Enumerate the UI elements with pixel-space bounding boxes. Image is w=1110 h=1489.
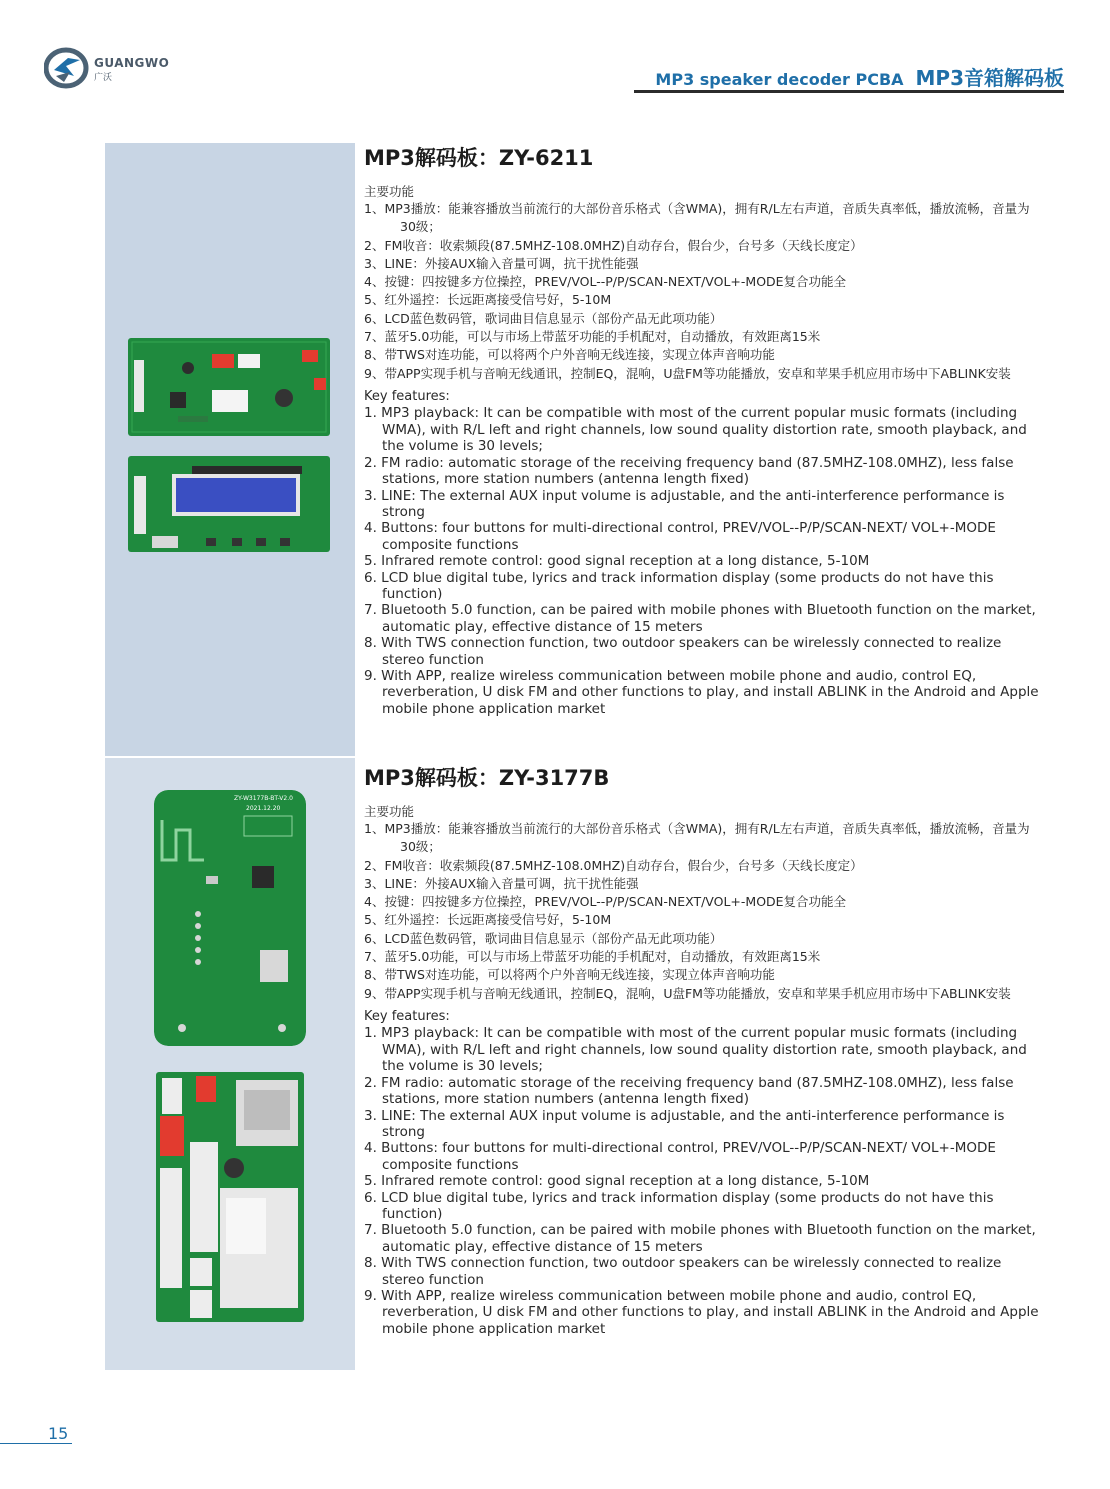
list-item: 5、红外遥控：长远距离接受信号好，5-10M xyxy=(364,912,612,928)
list-item: 9、带APP实现手机与音响无线通讯，控制EQ，混响，U盘FM等功能播放，安卓和苹果手机应用市场中下ABLINK安装 xyxy=(364,365,1011,381)
page-number: 15 xyxy=(48,1424,69,1443)
en-features-list xyxy=(364,405,1044,717)
en-features-list xyxy=(364,1025,1044,1337)
list-item: 8. With TWS connection function, two outdoor speakers can be wirelessly connected to realize stereo function xyxy=(364,1255,1002,1288)
product-section-zy3177b xyxy=(364,762,1044,1337)
cn-features-list xyxy=(364,200,1044,383)
cn-features-list xyxy=(364,820,1044,1003)
cn-features-heading: 主要功能 xyxy=(364,804,415,819)
list-item: 6. LCD blue digital tube, lyrics and track information display (some products do not have this function) xyxy=(364,1189,994,1222)
product-photo-panel-1 xyxy=(105,143,355,756)
list-item: 8、带TWS对连功能，可以将两个户外音响无线连接，实现立体声音响功能 xyxy=(364,967,775,983)
list-item: 9、带APP实现手机与音响无线通讯，控制EQ，混响，U盘FM等功能播放，安卓和苹果手机应用市场中下ABLINK安装 xyxy=(364,985,1011,1001)
en-features-heading: Key features: xyxy=(364,1008,450,1024)
cn-features-heading: 主要功能 xyxy=(364,184,415,199)
page-title-cn: MP3音箱解码板 xyxy=(915,66,1064,90)
list-item: 9. With APP, realize wireless communication between mobile phone and audio, control EQ, reverberation, U disk FM and other functions to play, and install ABLINK in the Android and Apple mobile phone application market xyxy=(364,1287,1039,1337)
list-item: 5、红外遥控：长远距离接受信号好，5-10M xyxy=(364,292,612,308)
list-item: 3. LINE: The external AUX input volume is adjustable, and the anti-interference performance is strong xyxy=(364,1107,1005,1140)
product-section-zy6211 xyxy=(364,142,1044,717)
product-title: MP3解码板：ZY-3177B xyxy=(364,766,610,790)
list-item: 3、LINE：外接AUX输入音量可调，抗干扰性能强 xyxy=(364,875,639,891)
list-item: 3. LINE: The external AUX input volume is adjustable, and the anti-interference performance is strong xyxy=(364,487,1005,520)
list-item: 2. FM radio: automatic storage of the receiving frequency band (87.5MHZ-108.0MHZ), less false stations, more station numbers (antenna length fixed) xyxy=(364,454,1014,488)
board-date: 2021.12.20 xyxy=(246,805,281,812)
list-item: 4、按键：四按键多方位操控，PREV/VOL--P/P/SCAN-NEXT/VOL+-MODE复合功能全 xyxy=(364,894,847,910)
footer-divider xyxy=(0,1443,72,1444)
pcb-6211-main-image xyxy=(128,338,330,436)
list-item: 7. Bluetooth 5.0 function, can be paired with mobile phones with Bluetooth function on the market, automatic play, effective distance of 15 meters xyxy=(364,1222,1036,1255)
brand-name-cn: 广沃 xyxy=(94,73,113,83)
board-label: ZY-W3177B-BT-V2.0 xyxy=(234,795,293,802)
list-item: 1. MP3 playback: It can be compatible with most of the current popular music formats (including WMA), with R/L left and right channels, low sound quality distortion rate, smooth playback, and the volume is 30 levels; xyxy=(364,405,1027,455)
list-item: 5. Infrared remote control: good signal reception at a long distance, 5-10M xyxy=(364,553,870,570)
header-divider xyxy=(634,90,1064,93)
list-item: 7、蓝牙5.0功能，可以与市场上带蓝牙功能的手机配对，自动播放，有效距离15米 xyxy=(364,329,821,345)
list-item: 6、LCD蓝色数码管，歌词曲目信息显示（部份产品无此项功能） xyxy=(364,930,723,946)
list-item: 2、FM收音：收索频段(87.5MHZ-108.0MHZ)自动存台，假台少，台号多（天线长度定） xyxy=(364,857,863,873)
list-item: 2. FM radio: automatic storage of the receiving frequency band (87.5MHZ-108.0MHZ), less false stations, more station numbers (antenna length fixed) xyxy=(364,1074,1014,1108)
page-title xyxy=(655,62,1064,91)
list-item: 7. Bluetooth 5.0 function, can be paired with mobile phones with Bluetooth function on the market, automatic play, effective distance of 15 meters xyxy=(364,602,1036,635)
brand-name: GUANGWO xyxy=(94,56,170,70)
list-item: 2、FM收音：收索频段(87.5MHZ-108.0MHZ)自动存台，假台少，台号多（天线长度定） xyxy=(364,237,863,253)
product-title: MP3解码板：ZY-6211 xyxy=(364,146,594,170)
list-item: 4. Buttons: four buttons for multi-directional control, PREV/VOL--P/P/SCAN-NEXT/ VOL+-MODE composite functions xyxy=(364,1140,996,1173)
brand-logo xyxy=(44,46,194,90)
pcb-6211-lcd-image xyxy=(128,456,330,552)
pcb-3177b-main-image xyxy=(154,790,306,1046)
list-item: 4. Buttons: four buttons for multi-directional control, PREV/VOL--P/P/SCAN-NEXT/ VOL+-MODE composite functions xyxy=(364,520,996,553)
list-item: 5. Infrared remote control: good signal reception at a long distance, 5-10M xyxy=(364,1173,870,1190)
logo-mark-icon xyxy=(44,46,90,90)
list-item: 1、MP3播放：能兼容播放当前流行的大部份音乐格式（含WMA)，拥有R/L左右声道，音质失真率低，播放流畅，音量为30级； xyxy=(364,821,1030,855)
pcb-3177b-io-image xyxy=(156,1072,304,1322)
en-features-heading: Key features: xyxy=(364,388,450,404)
list-item: 3、LINE：外接AUX输入音量可调，抗干扰性能强 xyxy=(364,255,639,271)
list-item: 6、LCD蓝色数码管，歌词曲目信息显示（部份产品无此项功能） xyxy=(364,310,723,326)
list-item: 1. MP3 playback: It can be compatible with most of the current popular music formats (including WMA), with R/L left and right channels, low sound quality distortion rate, smooth playback, and the volume is 30 levels; xyxy=(364,1025,1027,1075)
list-item: 4、按键：四按键多方位操控，PREV/VOL--P/P/SCAN-NEXT/VOL+-MODE复合功能全 xyxy=(364,274,847,290)
page-title-en: MP3 speaker decoder PCBA xyxy=(655,70,904,89)
list-item: 1、MP3播放：能兼容播放当前流行的大部份音乐格式（含WMA)，拥有R/L左右声道，音质失真率低，播放流畅，音量为30级； xyxy=(364,201,1030,235)
list-item: 8、带TWS对连功能，可以将两个户外音响无线连接，实现立体声音响功能 xyxy=(364,347,775,363)
list-item: 7、蓝牙5.0功能，可以与市场上带蓝牙功能的手机配对，自动播放，有效距离15米 xyxy=(364,949,821,965)
list-item: 8. With TWS connection function, two outdoor speakers can be wirelessly connected to realize stereo function xyxy=(364,635,1002,668)
list-item: 6. LCD blue digital tube, lyrics and track information display (some products do not have this function) xyxy=(364,569,994,602)
list-item: 9. With APP, realize wireless communication between mobile phone and audio, control EQ, reverberation, U disk FM and other functions to play, and install ABLINK in the Android and Apple mobile phone application market xyxy=(364,667,1039,717)
